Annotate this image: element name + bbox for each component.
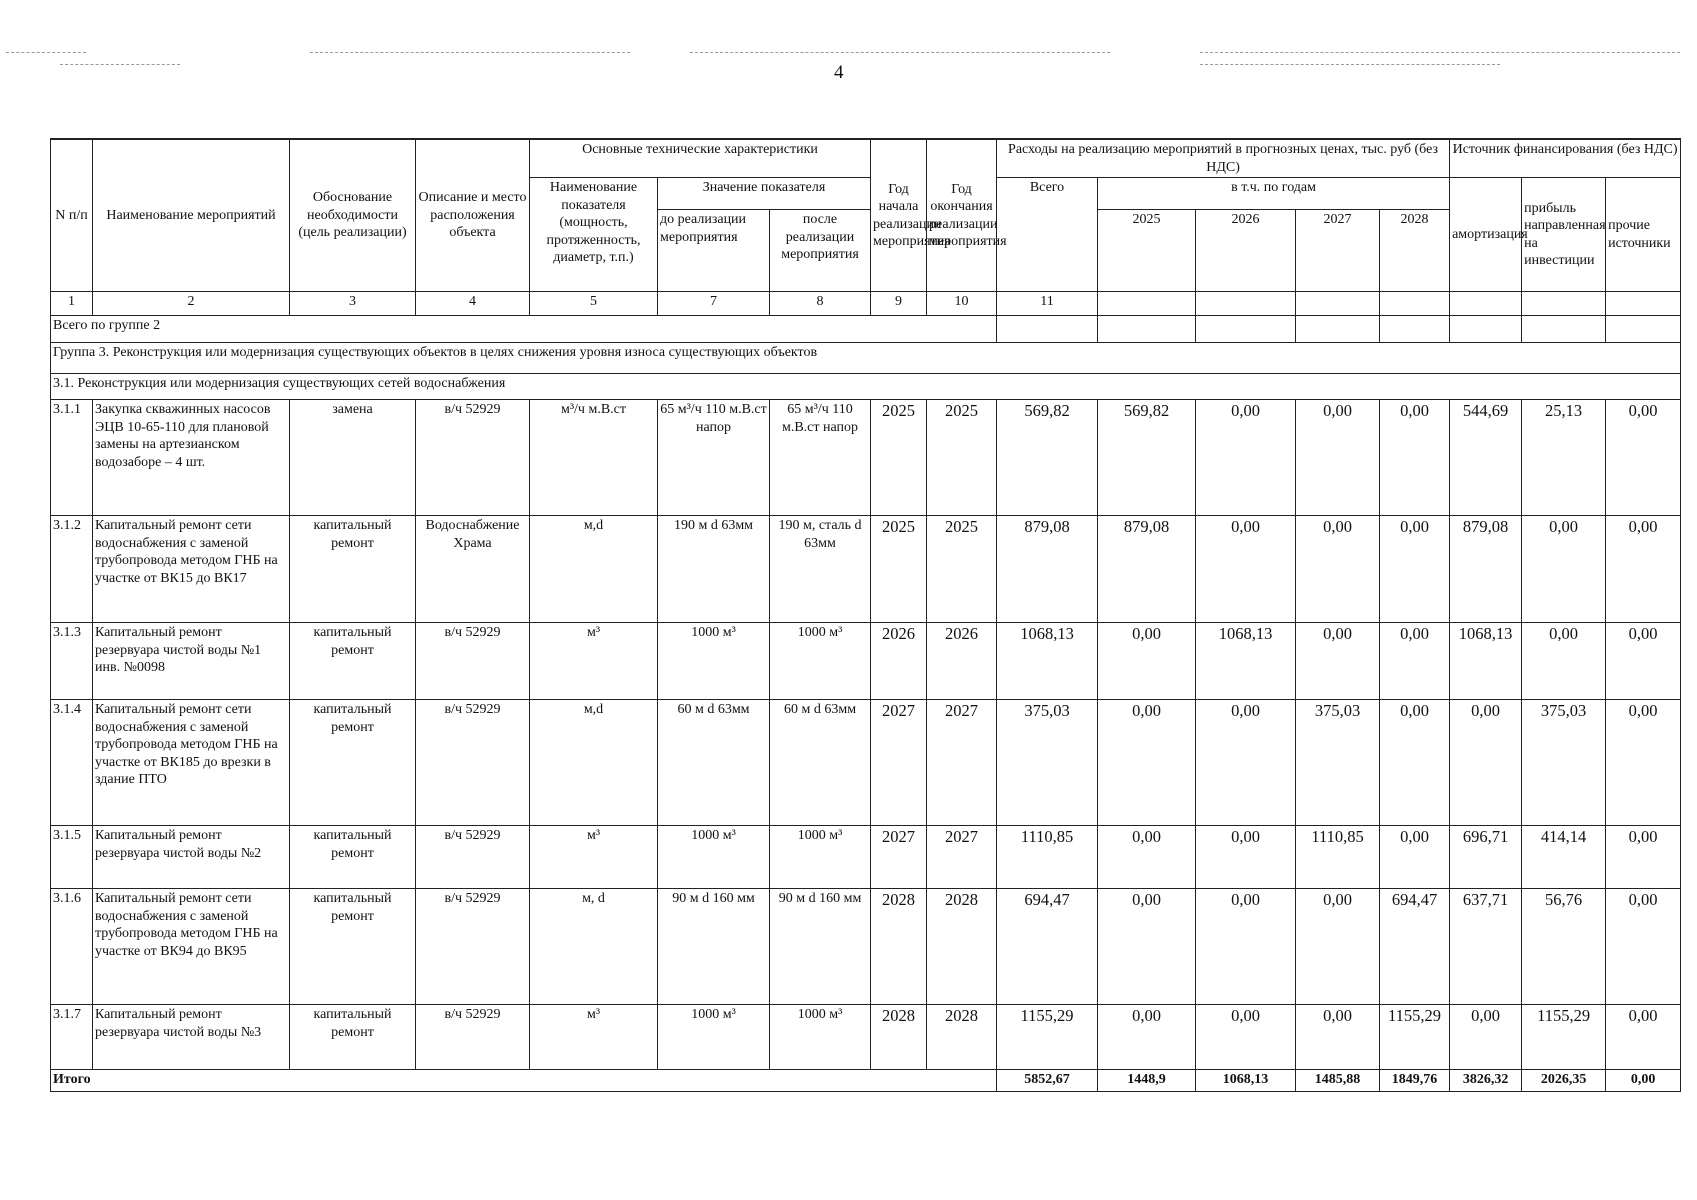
row-reason: капитальный ремонт xyxy=(290,623,416,700)
header-funding-group: Источник финансирования (без НДС) xyxy=(1450,139,1681,178)
column-number: 3 xyxy=(290,292,416,316)
row-year-end: 2028 xyxy=(927,1005,997,1070)
row-year-start: 2028 xyxy=(871,1005,927,1070)
row-value-before: 65 м³/ч 110 м.В.ст напор xyxy=(658,400,770,516)
row-2026: 0,00 xyxy=(1196,1005,1296,1070)
investment-plan-table xyxy=(50,138,1681,1092)
header-year-start: Год начала реализации мероприятия xyxy=(871,139,927,292)
header-year-end: Год окончания реализации мероприятия xyxy=(927,139,997,292)
row-indicator: м³ xyxy=(530,623,658,700)
row-total: 1068,13 xyxy=(997,623,1098,700)
row-2025: 0,00 xyxy=(1098,623,1196,700)
row-year-end: 2026 xyxy=(927,623,997,700)
row-number: 3.1.5 xyxy=(51,826,93,889)
row-2027: 1110,85 xyxy=(1296,826,1380,889)
row-reason: капитальный ремонт xyxy=(290,826,416,889)
column-number: 8 xyxy=(770,292,871,316)
row-name: Капитальный ремонт резервуара чистой воды №3 xyxy=(93,1005,290,1070)
row-other: 0,00 xyxy=(1606,826,1681,889)
header-year-2027: 2027 xyxy=(1296,210,1380,292)
row-reason: капитальный ремонт xyxy=(290,889,416,1005)
subgroup-title: 3.1. Реконструкция или модернизация существующих сетей водоснабжения xyxy=(51,374,1681,400)
empty-cell xyxy=(997,316,1098,343)
column-number: 9 xyxy=(871,292,927,316)
row-2026: 0,00 xyxy=(1196,889,1296,1005)
row-total: 694,47 xyxy=(997,889,1098,1005)
empty-cell xyxy=(1380,292,1450,316)
header-row xyxy=(51,139,1681,178)
row-indicator: м³/ч м.В.ст xyxy=(530,400,658,516)
row-location: в/ч 52929 xyxy=(416,700,530,826)
group2-total-row xyxy=(51,316,1681,343)
totals-total: 5852,67 xyxy=(997,1070,1098,1092)
row-indicator: м³ xyxy=(530,826,658,889)
row-year-start: 2025 xyxy=(871,516,927,623)
row-other: 0,00 xyxy=(1606,889,1681,1005)
empty-cell xyxy=(1296,292,1380,316)
header-indicator-name: Наименование показателя (мощность, протяженность, диаметр, т.п.) xyxy=(530,178,658,292)
group3-title-row xyxy=(51,343,1681,374)
header-name: Наименование мероприятий xyxy=(93,139,290,292)
row-reason: замена xyxy=(290,400,416,516)
row-name: Капитальный ремонт сети водоснабжения с заменой трубопровода методом ГНБ на участке от ВК94 до ВК95 xyxy=(93,889,290,1005)
row-2025: 0,00 xyxy=(1098,889,1196,1005)
row-year-end: 2025 xyxy=(927,400,997,516)
column-number: 2 xyxy=(93,292,290,316)
header-reason: Обоснование необходимости (цель реализации) xyxy=(290,139,416,292)
row-profit: 414,14 xyxy=(1522,826,1606,889)
row-2028: 0,00 xyxy=(1380,400,1450,516)
row-name: Капитальный ремонт резервуара чистой воды №2 xyxy=(93,826,290,889)
row-year-start: 2025 xyxy=(871,400,927,516)
row-amortization: 1068,13 xyxy=(1450,623,1522,700)
row-indicator: м,d xyxy=(530,516,658,623)
row-reason: капитальный ремонт xyxy=(290,1005,416,1070)
row-year-start: 2027 xyxy=(871,700,927,826)
header-no: N п/п xyxy=(51,139,93,292)
row-other: 0,00 xyxy=(1606,700,1681,826)
row-other: 0,00 xyxy=(1606,623,1681,700)
row-value-before: 1000 м³ xyxy=(658,826,770,889)
header-tech-group: Основные технические характеристики xyxy=(530,139,871,178)
row-total: 879,08 xyxy=(997,516,1098,623)
row-amortization: 0,00 xyxy=(1450,1005,1522,1070)
row-name: Капитальный ремонт резервуара чистой воды №1 инв. №0098 xyxy=(93,623,290,700)
group3-title: Группа 3. Реконструкция или модернизация существующих объектов в целях снижения уровня износа существующих объектов xyxy=(51,343,1681,374)
row-2028: 0,00 xyxy=(1380,826,1450,889)
row-2028: 694,47 xyxy=(1380,889,1450,1005)
row-value-after: 1000 м³ xyxy=(770,623,871,700)
row-amortization: 544,69 xyxy=(1450,400,1522,516)
header-value-after: после реализации мероприятия xyxy=(770,210,871,292)
page-number: 4 xyxy=(834,62,844,83)
row-year-end: 2027 xyxy=(927,700,997,826)
row-amortization: 0,00 xyxy=(1450,700,1522,826)
row-year-end: 2027 xyxy=(927,826,997,889)
column-number: 1 xyxy=(51,292,93,316)
table-row xyxy=(51,700,1681,826)
row-2028: 0,00 xyxy=(1380,623,1450,700)
row-profit: 0,00 xyxy=(1522,623,1606,700)
header-year-2026: 2026 xyxy=(1196,210,1296,292)
empty-cell xyxy=(1606,292,1681,316)
row-indicator: м,d xyxy=(530,700,658,826)
empty-cell xyxy=(1098,292,1196,316)
table-row xyxy=(51,623,1681,700)
totals-2027: 1485,88 xyxy=(1296,1070,1380,1092)
header-year-2025: 2025 xyxy=(1098,210,1196,292)
row-amortization: 637,71 xyxy=(1450,889,1522,1005)
row-year-end: 2025 xyxy=(927,516,997,623)
row-number: 3.1.2 xyxy=(51,516,93,623)
table-row xyxy=(51,1005,1681,1070)
empty-cell xyxy=(1098,316,1196,343)
totals-other: 0,00 xyxy=(1606,1070,1681,1092)
row-location: Водоснабжение Храма xyxy=(416,516,530,623)
header-value-group: Значение показателя xyxy=(658,178,871,210)
column-number: 4 xyxy=(416,292,530,316)
empty-cell xyxy=(1450,316,1522,343)
row-year-start: 2027 xyxy=(871,826,927,889)
row-location: в/ч 52929 xyxy=(416,400,530,516)
row-number: 3.1.3 xyxy=(51,623,93,700)
row-value-after: 60 м d 63мм xyxy=(770,700,871,826)
row-location: в/ч 52929 xyxy=(416,1005,530,1070)
row-other: 0,00 xyxy=(1606,400,1681,516)
row-2025: 0,00 xyxy=(1098,1005,1196,1070)
header-total: Всего xyxy=(997,178,1098,292)
column-number-row xyxy=(51,292,1681,316)
totals-2025: 1448,9 xyxy=(1098,1070,1196,1092)
row-year-start: 2026 xyxy=(871,623,927,700)
row-reason: капитальный ремонт xyxy=(290,516,416,623)
row-2026: 0,00 xyxy=(1196,516,1296,623)
empty-cell xyxy=(1196,316,1296,343)
row-2028: 1155,29 xyxy=(1380,1005,1450,1070)
header-by-years: в т.ч. по годам xyxy=(1098,178,1450,210)
table-row xyxy=(51,889,1681,1005)
row-profit: 1155,29 xyxy=(1522,1005,1606,1070)
scan-artifact-line xyxy=(6,52,86,53)
empty-cell xyxy=(1522,292,1606,316)
row-value-after: 90 м d 160 мм xyxy=(770,889,871,1005)
row-total: 569,82 xyxy=(997,400,1098,516)
row-number: 3.1.4 xyxy=(51,700,93,826)
scan-artifact-line xyxy=(690,52,1110,53)
row-number: 3.1.6 xyxy=(51,889,93,1005)
empty-cell xyxy=(1606,316,1681,343)
empty-cell xyxy=(1380,316,1450,343)
totals-2028: 1849,76 xyxy=(1380,1070,1450,1092)
row-year-end: 2028 xyxy=(927,889,997,1005)
totals-row xyxy=(51,1070,1681,1092)
row-reason: капитальный ремонт xyxy=(290,700,416,826)
row-2027: 0,00 xyxy=(1296,516,1380,623)
header-location: Описание и место расположения объекта xyxy=(416,139,530,292)
subgroup-title-row xyxy=(51,374,1681,400)
row-location: в/ч 52929 xyxy=(416,889,530,1005)
row-2027: 0,00 xyxy=(1296,400,1380,516)
header-year-2028: 2028 xyxy=(1380,210,1450,292)
totals-2026: 1068,13 xyxy=(1196,1070,1296,1092)
row-value-after: 1000 м³ xyxy=(770,826,871,889)
header-funding-profit: прибыль направленная на инвестиции xyxy=(1522,178,1606,292)
row-total: 1110,85 xyxy=(997,826,1098,889)
empty-cell xyxy=(1196,292,1296,316)
scan-artifact-line xyxy=(1200,64,1500,65)
row-name: Капитальный ремонт сети водоснабжения с заменой трубопровода методом ГНБ на участке от ВК185 до врезки в здание ПТО xyxy=(93,700,290,826)
row-total: 1155,29 xyxy=(997,1005,1098,1070)
row-other: 0,00 xyxy=(1606,516,1681,623)
row-value-before: 190 м d 63мм xyxy=(658,516,770,623)
row-year-start: 2028 xyxy=(871,889,927,1005)
row-profit: 0,00 xyxy=(1522,516,1606,623)
column-number: 5 xyxy=(530,292,658,316)
row-2025: 0,00 xyxy=(1098,826,1196,889)
empty-cell xyxy=(1522,316,1606,343)
table-row xyxy=(51,400,1681,516)
column-number: 7 xyxy=(658,292,770,316)
empty-cell xyxy=(1450,292,1522,316)
column-number: 11 xyxy=(997,292,1098,316)
group2-total-label: Всего по группе 2 xyxy=(51,316,997,343)
totals-amortization: 3826,32 xyxy=(1450,1070,1522,1092)
row-2027: 375,03 xyxy=(1296,700,1380,826)
empty-cell xyxy=(1296,316,1380,343)
header-funding-amort: амортизация xyxy=(1450,178,1522,292)
row-profit: 25,13 xyxy=(1522,400,1606,516)
row-2027: 0,00 xyxy=(1296,1005,1380,1070)
row-number: 3.1.7 xyxy=(51,1005,93,1070)
row-2025: 569,82 xyxy=(1098,400,1196,516)
row-2027: 0,00 xyxy=(1296,623,1380,700)
row-2027: 0,00 xyxy=(1296,889,1380,1005)
row-location: в/ч 52929 xyxy=(416,826,530,889)
row-name: Капитальный ремонт сети водоснабжения с заменой трубопровода методом ГНБ на участке от ВК15 до ВК17 xyxy=(93,516,290,623)
row-value-before: 60 м d 63мм xyxy=(658,700,770,826)
row-2026: 0,00 xyxy=(1196,400,1296,516)
header-expenses-group: Расходы на реализацию мероприятий в прогнозных ценах, тыс. руб (без НДС) xyxy=(997,139,1450,178)
row-amortization: 879,08 xyxy=(1450,516,1522,623)
row-amortization: 696,71 xyxy=(1450,826,1522,889)
row-2028: 0,00 xyxy=(1380,700,1450,826)
header-funding-other: прочие источники xyxy=(1606,178,1681,292)
row-number: 3.1.1 xyxy=(51,400,93,516)
totals-label: Итого xyxy=(51,1070,997,1092)
row-location: в/ч 52929 xyxy=(416,623,530,700)
scan-artifact-line xyxy=(60,64,180,65)
row-2026: 0,00 xyxy=(1196,826,1296,889)
column-number: 10 xyxy=(927,292,997,316)
table-row xyxy=(51,826,1681,889)
row-value-before: 1000 м³ xyxy=(658,1005,770,1070)
row-profit: 56,76 xyxy=(1522,889,1606,1005)
row-2025: 879,08 xyxy=(1098,516,1196,623)
row-2026: 0,00 xyxy=(1196,700,1296,826)
row-value-after: 190 м, сталь d 63мм xyxy=(770,516,871,623)
row-2025: 0,00 xyxy=(1098,700,1196,826)
row-total: 375,03 xyxy=(997,700,1098,826)
row-indicator: м³ xyxy=(530,1005,658,1070)
row-profit: 375,03 xyxy=(1522,700,1606,826)
row-value-after: 65 м³/ч 110 м.В.ст напор xyxy=(770,400,871,516)
row-other: 0,00 xyxy=(1606,1005,1681,1070)
row-2026: 1068,13 xyxy=(1196,623,1296,700)
row-indicator: м, d xyxy=(530,889,658,1005)
row-name: Закупка скважинных насосов ЭЦВ 10-65-110 для плановой замены на артезианском водозаборе – 4 шт. xyxy=(93,400,290,516)
scan-artifact-line xyxy=(1200,52,1680,53)
row-value-after: 1000 м³ xyxy=(770,1005,871,1070)
row-value-before: 1000 м³ xyxy=(658,623,770,700)
header-value-before: до реализации мероприятия xyxy=(658,210,770,292)
totals-profit: 2026,35 xyxy=(1522,1070,1606,1092)
table-row xyxy=(51,516,1681,623)
scan-artifact-line xyxy=(310,52,630,53)
row-2028: 0,00 xyxy=(1380,516,1450,623)
row-value-before: 90 м d 160 мм xyxy=(658,889,770,1005)
